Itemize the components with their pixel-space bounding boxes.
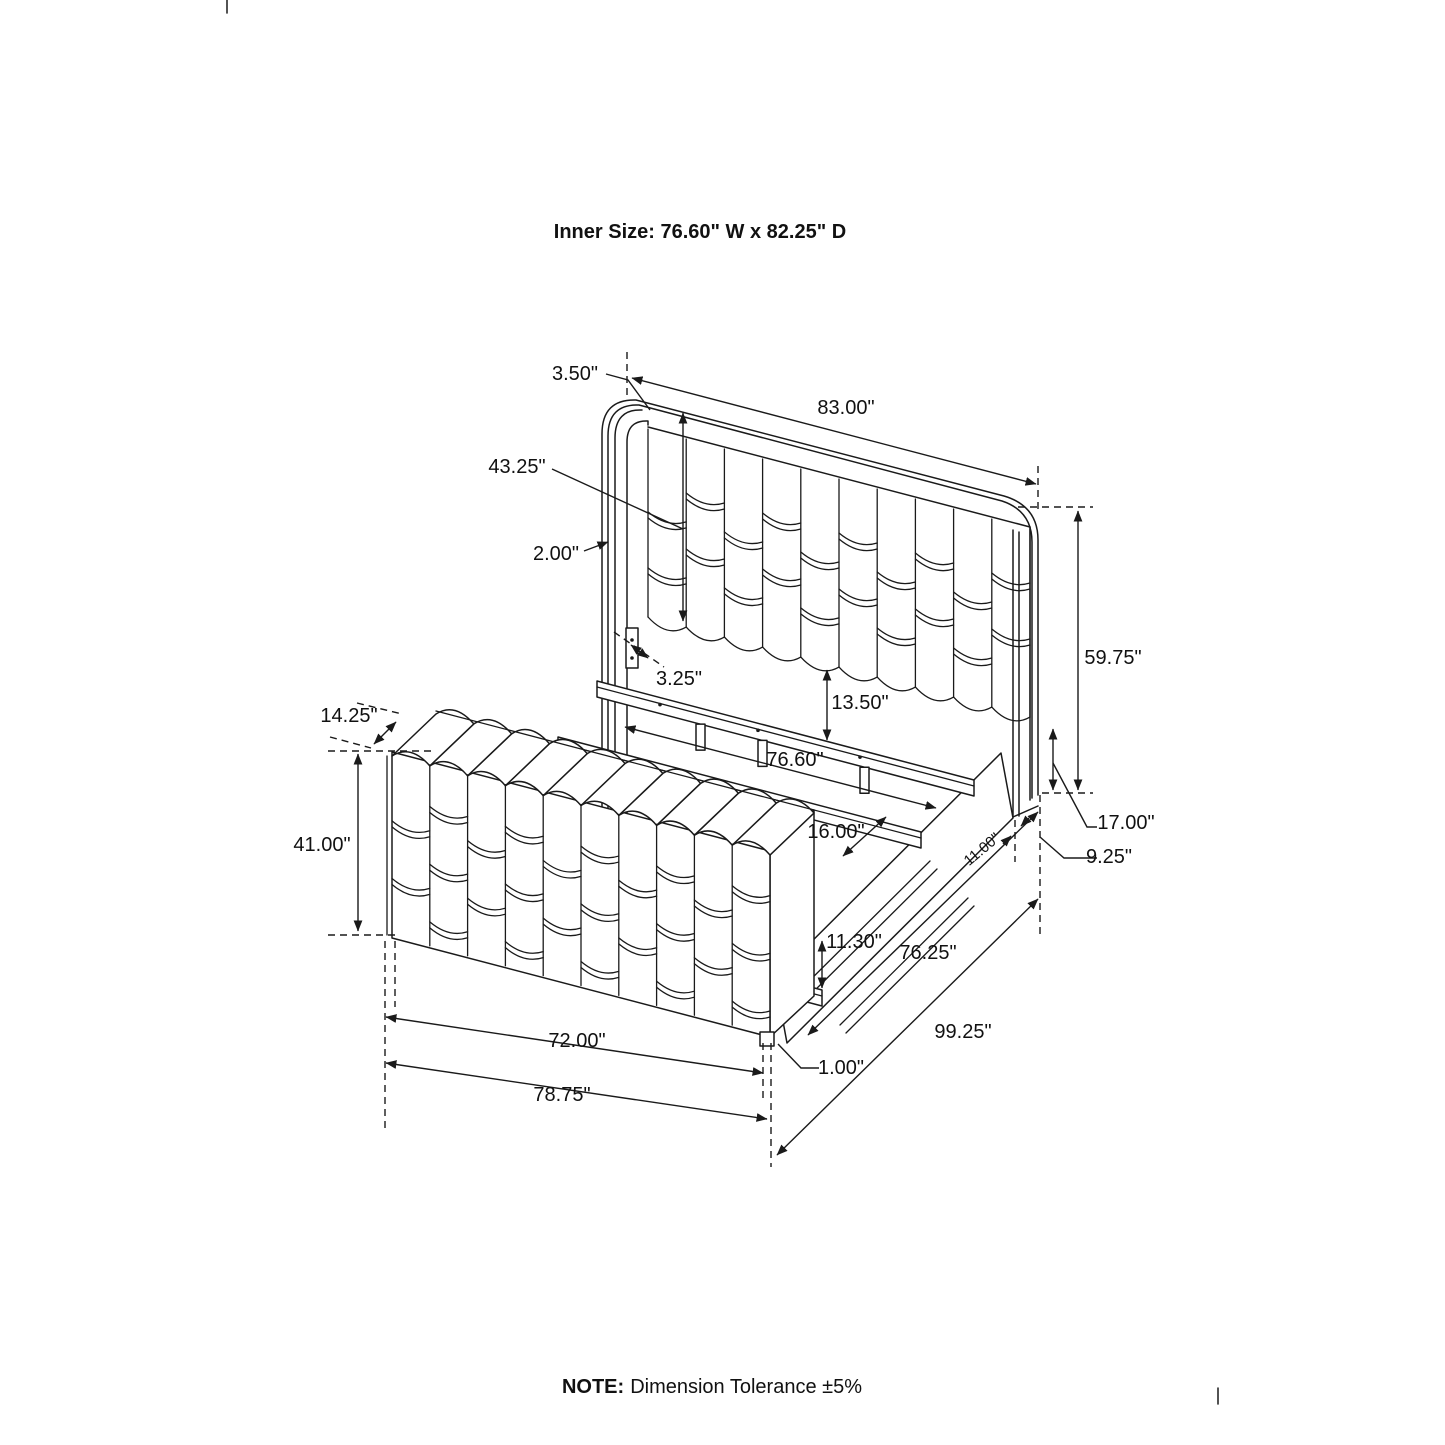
dim-13-50-label: 13.50": [831, 692, 889, 714]
dim-72-00-label: 72.00": [548, 1030, 606, 1052]
dim-43-25-label: 43.25": [488, 456, 546, 478]
dim-3-50-label: 3.50": [551, 363, 599, 385]
dim-17-00-label: 17.00": [1097, 812, 1155, 834]
dim-78-75-label: 78.75": [533, 1084, 591, 1106]
dim-3-25-label: 3.25": [655, 668, 703, 690]
dim-59-75-label: 59.75": [1084, 647, 1142, 669]
dim-2-00-label: 2.00": [532, 543, 580, 565]
dim-9-25-label: 9.25": [1085, 846, 1133, 868]
dim-1-00-label: 1.00": [817, 1057, 865, 1079]
dim-11-30-label: 11.30": [826, 931, 882, 953]
dim-11-00-label: 11.00": [960, 829, 1004, 870]
dim-14-25-label: 14.25": [320, 705, 378, 727]
dim-83-00-label: 83.00": [817, 397, 875, 419]
dim-76-25-label: 76.25": [899, 942, 957, 964]
dim-16-00-label: 16.00": [807, 821, 865, 843]
dim-41-00-label: 41.00": [293, 834, 351, 856]
tolerance-note: NOTE: Dimension Tolerance ±5%: [561, 1376, 863, 1398]
dim-99-25-label: 99.25": [934, 1021, 992, 1043]
inner-size-title: Inner Size: 76.60" W x 82.25" D: [553, 221, 847, 243]
dim-76-60-label: 76.60": [766, 749, 824, 771]
